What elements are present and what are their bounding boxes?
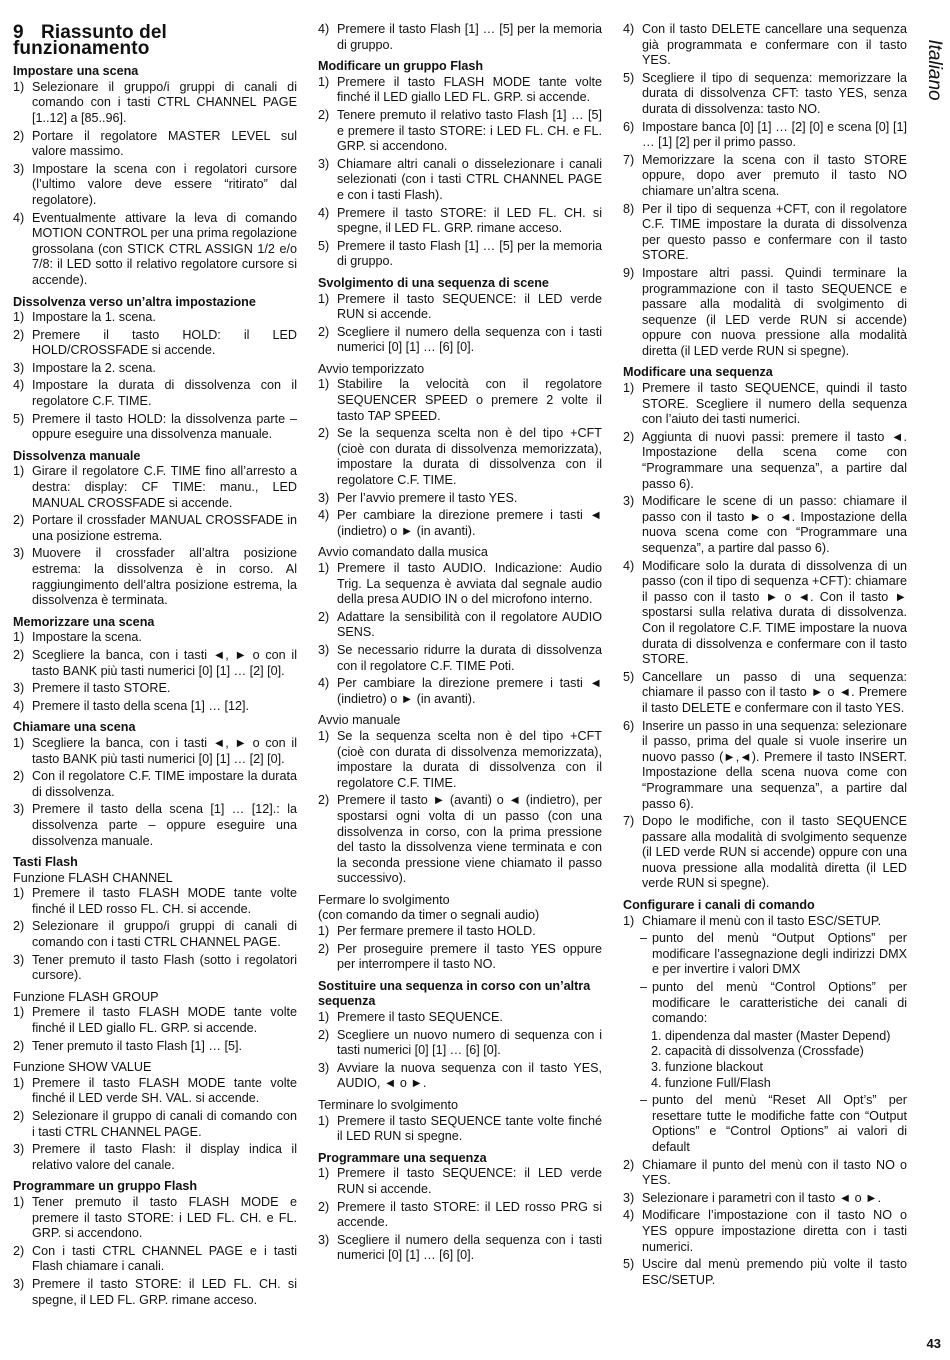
item-number: 5) — [623, 70, 635, 85]
numbered-list — [623, 1158, 907, 1289]
dash-marker: – — [640, 931, 648, 946]
item-text: Premere il tasto HOLD: la dissolvenza parte – oppure eseguire una dissolvenza manuale. — [32, 411, 297, 442]
subsection-heading: Avvio manuale — [318, 713, 401, 728]
item-number: 5) — [318, 238, 330, 253]
section-heading: Dissolvenza manuale — [13, 448, 141, 463]
list-item — [13, 211, 297, 289]
subsection-heading: Funzione FLASH CHANNEL — [13, 870, 173, 885]
item-number: 1) — [318, 291, 330, 306]
list-item — [318, 1010, 602, 1026]
list-item — [623, 814, 907, 892]
list-item — [318, 1114, 602, 1145]
item-number: 7) — [623, 152, 635, 167]
item-text: Premere il tasto FLASH MODE tante volte finché il LED giallo FL. GRP. si accende. — [32, 1005, 297, 1036]
list-item — [623, 914, 907, 930]
item-text: Portare il regolatore MASTER LEVEL sul valore massimo. — [32, 128, 297, 159]
list-item — [623, 120, 907, 151]
item-number: 1) — [13, 1194, 25, 1209]
item-number: 2) — [318, 324, 330, 339]
list-item — [13, 648, 297, 679]
item-text: Muovere il crossfader all’altra posizione estrema: la dissolvenza è in corso. Al raggiungimento dell’altra posizione estrema, la dissolvenza è terminata. — [32, 546, 297, 608]
item-text: Chiamare altri canali o disselezionare i canali selezionati (con i tasti CTRL CHANNEL PAGE e con i tasti Flash). — [337, 156, 602, 202]
item-number: 1) — [13, 464, 25, 479]
item-number: 1) — [13, 630, 25, 645]
item-text: Selezionare il gruppo/i gruppi di canali di comando con i tasti CTRL CHANNEL PAGE [1..12] a [85..96]. — [32, 79, 297, 125]
item-number: 3) — [13, 952, 25, 967]
item-number: 3) — [318, 156, 330, 171]
item-text: Per cambiare la direzione premere i tasti ◄ (indietro) o ► (in avanti). — [337, 508, 602, 538]
item-number: 2) — [13, 769, 25, 784]
list-item — [318, 426, 602, 488]
item-text: Premere il tasto STORE: il LED rosso PRG si accende. — [337, 1199, 602, 1230]
numbered-list — [318, 1166, 602, 1264]
item-number: 2) — [13, 513, 25, 528]
item-text: Con il regolatore C.F. TIME impostare la durata di dissolvenza. — [32, 769, 297, 799]
item-text: Scegliere il tipo di sequenza: memorizzare la durata di dissolvenza CFT: tasto YES, senza durata di dissolvenza: tasto NO. — [642, 70, 907, 116]
list-item — [13, 953, 297, 984]
sub-item: 1. dipendenza dal master (Master Depend) — [651, 1028, 891, 1043]
item-text: Scegliere il numero della sequenza con i tasti numerici [0] [1] … [6] [0]. — [337, 1232, 602, 1263]
list-item — [623, 1158, 907, 1189]
list-item — [13, 919, 297, 950]
section-heading: Dissolvenza verso un’altra impostazione — [13, 294, 256, 309]
item-text: Premere il tasto FLASH MODE tante volte finché il LED giallo LED FL. GRP. si accende. — [337, 74, 602, 105]
numbered-list — [13, 736, 297, 849]
item-number: 2) — [13, 1243, 25, 1258]
list-item — [13, 412, 297, 443]
list-item — [318, 1028, 602, 1059]
item-text: Impostare la durata di dissolvenza con il regolatore C.F. TIME. — [32, 378, 297, 409]
item-number: 2) — [13, 647, 25, 662]
section-title — [13, 22, 297, 59]
section-heading: Chiamare una scena — [13, 720, 136, 735]
item-text: Memorizzare la scena con il tasto STORE oppure, dopo aver premuto il tasto NO chiamare un’altra scena. — [642, 152, 907, 198]
column-1 — [13, 22, 297, 1310]
column-3 — [623, 22, 907, 1290]
list-item — [13, 1142, 297, 1173]
numbered-list — [318, 729, 602, 887]
list-item — [13, 1277, 297, 1308]
list-item — [13, 378, 297, 409]
item-text: Per cambiare la direzione premere i tasti ◄ (indietro) o ► (in avanti). — [337, 676, 602, 706]
item-text: Tener premuto il tasto FLASH MODE e premere il tasto STORE: i LED FL. CH. e FL. GRP. si accendono. — [32, 1194, 297, 1241]
item-text: Premere il tasto della scena [1] … [12]. — [32, 698, 249, 713]
dash-marker: – — [640, 980, 648, 995]
item-text: Premere il tasto AUDIO. Indicazione: Audio Trig. La sequenza è avviata dal segnale audio della presa AUDIO IN o del microfono interno. — [337, 561, 602, 607]
item-text: Premere il tasto FLASH MODE tante volte finché il LED rosso FL. CH. si accende. — [32, 886, 297, 916]
item-text: Scegliere un nuovo numero di sequenza con i tasti numerici [0] [1] … [6] [0]. — [337, 1027, 602, 1058]
sub-list — [651, 1029, 907, 1091]
item-number: 1) — [318, 1113, 330, 1128]
item-text: Eventualmente attivare la leva di comando MOTION CONTROL per una prima regolazione grossolana (con STICK CTRL ASSIGN 1/2 e/o 7/8: il LED sotto il relativo regolatore cursore si accende). — [32, 210, 297, 287]
item-text: Stabilire la velocità con il regolatore SEQUENCER SPEED o premere 2 volte il tasto TAP SPEED. — [337, 377, 602, 423]
item-number: 4) — [318, 22, 330, 36]
item-text: Modificare solo la durata di dissolvenza di un passo (con il tipo di sequenza +CFT): chiamare il passo con il tasto ► o ◄. Con il tasto ► spostarsi sulla relativa durata di dissolvenza. Con il regolatore C.F. TIME impostare la nuova durata di dissolvenza e confermare con il tasto STORE. — [642, 558, 907, 667]
item-number: 3) — [13, 802, 25, 817]
numbered-list — [623, 22, 907, 359]
list-item — [318, 206, 602, 237]
list-item — [318, 325, 602, 356]
item-number: 3) — [13, 161, 25, 176]
bullet-list — [623, 931, 907, 1027]
list-item — [13, 630, 297, 646]
section-heading: Tasti Flash — [13, 855, 78, 870]
item-number: 4) — [13, 378, 25, 393]
item-number: 2) — [318, 1027, 330, 1042]
numbered-list — [623, 381, 907, 892]
list-item — [13, 546, 297, 608]
item-text: Per l’avvio premere il tasto YES. — [337, 490, 518, 505]
list-item — [623, 202, 907, 264]
item-number: 3) — [318, 642, 330, 657]
list-item — [623, 1208, 907, 1255]
sub-item: 3. funzione blackout — [651, 1060, 764, 1074]
item-number: 3) — [13, 360, 25, 375]
item-number: 1) — [318, 1010, 330, 1025]
item-number: 4) — [13, 698, 25, 713]
list-item — [13, 769, 297, 800]
item-number: 1) — [13, 310, 25, 325]
item-text: Chiamare il punto del menù con il tasto NO o YES. — [642, 1157, 907, 1188]
page-number: 43 — [926, 1336, 941, 1351]
list-item — [623, 670, 907, 717]
item-number: 1) — [318, 561, 330, 575]
item-number: 3) — [623, 1190, 635, 1205]
numbered-list — [623, 914, 907, 930]
numbered-list — [13, 80, 297, 289]
dash-text: punto del menù “Control Options” per modificare le caratteristiche dei canali di comando: — [652, 980, 907, 1026]
section-heading: Modificare una sequenza — [623, 365, 773, 380]
section-heading: Memorizzare una scena — [13, 614, 155, 629]
subsection-heading: Funzione SHOW VALUE — [13, 1060, 152, 1075]
list-item — [13, 1244, 297, 1275]
item-number: 7) — [623, 814, 635, 829]
item-text: Se la sequenza scelta non è del tipo +CFT (cioè con durata di dissolvenza memorizzata), impostare la durata di dissolvenza con il regolatore C.F. TIME. — [337, 728, 602, 790]
numbered-list — [318, 1010, 602, 1092]
dash-text: punto del menù “Reset All Opt’s” per resettare tutte le modifiche fatte con “Output Options” e “Control Options” ai valori di default — [652, 1093, 907, 1154]
numbered-list — [13, 630, 297, 714]
item-number: 4) — [318, 205, 330, 220]
list-item — [623, 22, 907, 69]
numbered-list — [13, 1076, 297, 1174]
item-text: Uscire dal menù premendo più volte il tasto ESC/SETUP. — [642, 1257, 907, 1287]
section-heading: Modificare un gruppo Flash — [318, 59, 484, 74]
item-text: Impostare la scena. — [32, 630, 142, 645]
item-text: Premere il tasto della scena [1] … [12].: la dissolvenza parte – oppure eseguire una dissolvenza manuale. — [32, 802, 297, 848]
item-number: 2) — [623, 429, 635, 444]
list-item — [623, 559, 907, 668]
numbered-list — [318, 1114, 602, 1145]
numbered-list — [13, 886, 297, 984]
subsection-heading: Terminare lo svolgimento — [318, 1098, 458, 1112]
item-number: 2) — [623, 1157, 635, 1172]
item-number: 2) — [13, 1109, 25, 1123]
sub-item: 4. funzione Full/Flash — [651, 1075, 771, 1090]
column-2 — [318, 22, 602, 1266]
item-text: Chiamare il menù con il tasto ESC/SETUP. — [642, 913, 882, 928]
numbered-list — [318, 924, 602, 973]
item-number: 4) — [623, 22, 635, 36]
dash-marker: – — [640, 1093, 648, 1108]
item-text: Premere il tasto SEQUENCE tante volte finché il LED RUN si spegne. — [337, 1113, 602, 1144]
list-item — [318, 491, 602, 507]
list-item — [318, 561, 602, 608]
item-text: Premere il tasto Flash [1] … [5] per la memoria di gruppo. — [337, 22, 602, 52]
list-item — [318, 377, 602, 424]
item-number: 8) — [623, 201, 635, 216]
item-number: 2) — [318, 426, 330, 441]
item-text: Portare il crossfader MANUAL CROSSFADE in una posizione estrema. — [32, 513, 297, 543]
item-text: Impostare la 1. scena. — [32, 310, 156, 325]
list-item — [623, 381, 907, 428]
item-text: Premere il tasto SEQUENCE: il LED verde RUN si accende. — [337, 291, 602, 322]
list-item — [318, 610, 602, 641]
item-text: Premere il tasto SEQUENCE. — [337, 1010, 503, 1025]
list-item — [13, 310, 297, 326]
item-number: 4) — [318, 508, 330, 523]
item-number: 6) — [623, 119, 635, 134]
item-number: 5) — [623, 669, 635, 684]
item-text: Premere il tasto Flash: il display indica il relativo valore del canale. — [32, 1142, 297, 1172]
numbered-list — [13, 1195, 297, 1308]
item-number: 3) — [318, 490, 330, 505]
item-number: 3) — [13, 546, 25, 561]
item-text: Scegliere il numero della sequenza con i tasti numerici [0] [1] … [6] [0]. — [337, 324, 602, 355]
section-title-text: Riassunto del funzionamento — [13, 22, 167, 59]
item-text: Scegliere la banca, con i tasti ◄, ► o con il tasto BANK più tasti numerici [0] [1] … [2] [0]. — [32, 647, 297, 678]
list-item — [318, 729, 602, 791]
subsection-heading: Avvio comandato dalla musica — [318, 545, 488, 560]
item-number: 1) — [318, 728, 330, 743]
list-item — [13, 80, 297, 127]
numbered-list — [318, 377, 602, 539]
list-item — [318, 942, 602, 973]
list-item — [318, 75, 602, 106]
item-text: Per il tipo di sequenza +CFT, con il regolatore C.F. TIME impostare la durata di dissolvenza per questo passo e confermare con il tasto STORE. — [642, 201, 907, 263]
list-item — [318, 157, 602, 204]
item-text: Per fermare premere il tasto HOLD. — [337, 924, 536, 939]
dash-item — [640, 931, 907, 978]
list-item — [13, 681, 297, 697]
numbered-list — [318, 561, 602, 707]
list-item — [623, 494, 907, 556]
numbered-list — [318, 292, 602, 356]
item-number: 5) — [13, 411, 25, 426]
item-text: Premere il tasto Flash [1] … [5] per la memoria di gruppo. — [337, 238, 602, 269]
item-number: 1) — [13, 735, 25, 750]
list-item — [13, 162, 297, 209]
paragraph: (con comando da timer o segnali audio) — [318, 908, 540, 923]
item-number: 3) — [13, 1276, 25, 1291]
item-text: Dopo le modifiche, con il tasto SEQUENCE passare alla modalità di svolgimento sequenze (il LED verde RUN si accende) oppure con una nuova pressione alla modalità diretta (il LED verde RUN si spegne). — [642, 814, 907, 891]
list-item — [13, 886, 297, 917]
list-item — [318, 793, 602, 887]
item-text: Modificare le scene di un passo: chiamare il passo con il tasto ► o ◄. Impostazione della nuova scena come con “Programmare una sequenza”, a partire dal passo 6). — [642, 494, 907, 555]
item-number: 1) — [13, 1075, 25, 1090]
item-text: Impostare altri passi. Quindi terminare la programmazione con il tasto SEQUENCE e passare alla modalità di svolgimento di sequenze (il LED verde RUN si accende) oppure con nuova pressione alla modalità diretta (il LED verde RUN si spegne). — [642, 265, 907, 358]
list-item — [623, 430, 907, 492]
item-text: Avviare la nuova sequenza con il tasto YES, AUDIO, ◄ o ►. — [337, 1060, 602, 1091]
list-item — [13, 1076, 297, 1107]
list-item — [318, 924, 602, 940]
list-item — [318, 1233, 602, 1264]
item-text: Premere il tasto STORE: il LED FL. CH. si spegne, il LED FL. GRP. rimane acceso. — [32, 1276, 297, 1307]
list-item — [13, 361, 297, 377]
item-number: 5) — [623, 1257, 635, 1272]
item-text: Premere il tasto STORE: il LED FL. CH. si spegne, il LED FL. GRP. rimane acceso. — [337, 205, 602, 236]
item-text: Tener premuto il tasto Flash (sotto i regolatori cursore). — [32, 952, 297, 983]
item-number: 2) — [318, 107, 330, 122]
item-text: Tener premuto il tasto Flash [1] … [5]. — [32, 1038, 242, 1053]
list-item — [318, 108, 602, 155]
list-item — [318, 239, 602, 270]
item-number: 2) — [13, 327, 25, 342]
item-number: 4) — [623, 1208, 635, 1223]
item-text: Premere il tasto SEQUENCE: il LED verde RUN si accende. — [337, 1166, 602, 1196]
dash-text: punto del menù “Output Options” per modificare l’assegnazione degli indirizzi DMX e per invertire i valori DMX — [652, 931, 907, 977]
section-number: 9 — [13, 22, 24, 43]
item-text: Girare il regolatore C.F. TIME fino all’arresto a destra: display: CF TIME: manu., LED MANUAL CROSSFADE si accende. — [32, 464, 297, 510]
list-item — [318, 508, 602, 539]
item-text: Se la sequenza scelta non è del tipo +CFT (cioè con durata di dissolvenza memorizzata), impostare la durata di dissolvenza con il regolatore C.F. TIME. — [337, 426, 602, 488]
item-text: Selezionare i parametri con il tasto ◄ o ►. — [642, 1190, 882, 1205]
item-number: 3) — [623, 494, 635, 509]
list-item — [318, 292, 602, 323]
item-number: 1) — [13, 1005, 25, 1020]
list-item — [318, 1200, 602, 1231]
item-text: Impostare banca [0] [1] … [2] [0] e scena [0] [1] … [1] [2] per il primo passo. — [642, 119, 907, 150]
item-text: Selezionare il gruppo di canali di comando con i tasti CTRL CHANNEL PAGE. — [32, 1109, 297, 1139]
item-text: Modificare l’impostazione con il tasto NO o YES oppure impostazione diretta con i tasti numerici. — [642, 1208, 907, 1254]
list-item — [623, 153, 907, 200]
item-number: 4) — [13, 210, 25, 225]
bullet-list — [623, 1093, 907, 1155]
item-text: Se necessario ridurre la durata di dissolvenza con il regolatore C.F. TIME Poti. — [337, 642, 602, 673]
item-text: Selezionare il gruppo/i gruppi di canali di comando con i tasti CTRL CHANNEL PAGE. — [32, 919, 297, 950]
item-number: 4) — [318, 676, 330, 691]
item-number: 1) — [318, 924, 330, 939]
item-number: 3) — [318, 1060, 330, 1075]
list-item — [623, 266, 907, 360]
item-number: 2) — [13, 1038, 25, 1053]
item-text: Inserire un passo in una sequenza: selezionare il passo, prima del quale si vuole inserire un nuovo passo (►,◄). Premere il tasto INSERT. Impostazione della scena nuova come con “Programmare una sequenza”, a partire dal passo 6). — [642, 718, 907, 811]
section-heading: Impostare una scena — [13, 64, 139, 79]
item-text: Scegliere la banca, con i tasti ◄, ► o con il tasto BANK più tasti numerici [0] [1] … [2] [0]. — [32, 735, 297, 766]
numbered-list — [318, 22, 602, 53]
item-text: Tenere premuto il relativo tasto Flash [1] … [5] e premere il tasto STORE: i LED FL. CH. e FL. GRP. si accendono. — [337, 107, 602, 154]
item-text: Impostare la 2. scena. — [32, 360, 156, 375]
item-number: 1) — [623, 381, 635, 396]
dash-item — [640, 980, 907, 1027]
item-text: Premere il tasto ► (avanti) o ◄ (indietro), per spostarsi ogni volta di un passo (con una dissolvenza in corso, con la prima pressione del tasto la dissolvenza viene terminata e con la seconda pressione viene chiamato il passo successivo). — [337, 793, 602, 886]
section-heading: Configurare i canali di comando — [623, 898, 815, 913]
sub-item: 2. capacità di dissolvenza (Crossfade) — [651, 1044, 864, 1059]
item-number: 3) — [13, 681, 25, 696]
list-item — [13, 464, 297, 511]
item-text: Cancellare un passo di una sequenza: chiamare il passo con il tasto ► o ◄. Premere il tasto DELETE e confermare con il tasto YES. — [642, 669, 907, 715]
list-item — [623, 71, 907, 118]
list-item — [13, 1039, 297, 1055]
item-number: 2) — [318, 609, 330, 624]
list-item — [318, 676, 602, 707]
item-number: 2) — [13, 128, 25, 143]
list-item — [623, 719, 907, 813]
section-heading: Programmare un gruppo Flash — [13, 1179, 198, 1194]
list-item — [13, 802, 297, 849]
list-item — [623, 1257, 907, 1288]
section-heading: Svolgimento di una sequenza di scene — [318, 275, 549, 290]
item-text: Con il tasto DELETE cancellare una sequenza già programmata e confermare con il tasto YES. — [642, 22, 907, 68]
list-item — [318, 1061, 602, 1092]
list-item — [13, 513, 297, 544]
item-number: 2) — [318, 941, 330, 956]
item-number: 9) — [623, 265, 635, 280]
list-item — [318, 643, 602, 674]
list-item — [623, 1191, 907, 1207]
numbered-list — [13, 1005, 297, 1054]
item-number: 1) — [318, 1166, 330, 1181]
list-item — [13, 1195, 297, 1242]
list-item — [13, 736, 297, 767]
item-number: 2) — [13, 919, 25, 934]
numbered-list — [318, 75, 602, 270]
subsection-heading: Fermare lo svolgimento — [318, 892, 450, 907]
subsection-heading: Funzione FLASH GROUP — [13, 989, 159, 1004]
list-item — [13, 699, 297, 715]
item-text: Premere il tasto HOLD: il LED HOLD/CROSSFADE si accende. — [32, 327, 297, 358]
item-text: Premere il tasto FLASH MODE tante volte finché il LED verde SH. VAL. si accende. — [32, 1075, 297, 1106]
item-number: 4) — [623, 558, 635, 573]
numbered-list — [13, 464, 297, 608]
numbered-list — [13, 310, 297, 443]
list-item — [13, 1109, 297, 1140]
dash-item — [640, 1093, 907, 1155]
item-number: 1) — [13, 886, 25, 901]
item-number: 2) — [318, 1199, 330, 1214]
item-number: 3) — [13, 1142, 25, 1157]
list-item — [13, 328, 297, 359]
item-text: Adattare la sensibilità con il regolatore AUDIO SENS. — [337, 609, 602, 640]
section-heading: Programmare una sequenza — [318, 1150, 487, 1165]
item-number: 6) — [623, 718, 635, 733]
subsection-heading: Avvio temporizzato — [318, 361, 425, 376]
language-tab — [924, 30, 944, 110]
item-text: Aggiunta di nuovi passi: premere il tasto ◄. Impostazione della scena come con “Programmare una sequenza”, a partire dal passo 6). — [642, 429, 907, 491]
language-label: Italiano — [924, 39, 945, 101]
item-number: 3) — [318, 1232, 330, 1247]
list-item — [13, 1005, 297, 1036]
item-text: Impostare la scena con i regolatori cursore (l’ultimo valore deve essere “ritirato” dal regolatore). — [32, 161, 297, 207]
list-item — [318, 1166, 602, 1197]
section-heading: Sostituire una sequenza in corso con un’altra sequenza — [318, 978, 591, 1009]
item-text: Con i tasti CTRL CHANNEL PAGE e i tasti Flash chiamare i canali. — [32, 1243, 297, 1274]
item-number: 1) — [13, 79, 25, 94]
item-number: 1) — [623, 913, 635, 928]
list-item — [318, 22, 602, 53]
item-text: Premere il tasto SEQUENCE, quindi il tasto STORE. Scegliere il numero della sequenza con l’aiuto dei tasti numerici. — [642, 381, 907, 427]
item-number: 2) — [318, 793, 330, 808]
list-item — [13, 129, 297, 160]
item-number: 1) — [318, 74, 330, 89]
item-text: Per proseguire premere il tasto YES oppure per interrompere il tasto NO. — [337, 941, 602, 972]
item-text: Premere il tasto STORE. — [32, 681, 171, 696]
item-number: 1) — [318, 377, 330, 392]
